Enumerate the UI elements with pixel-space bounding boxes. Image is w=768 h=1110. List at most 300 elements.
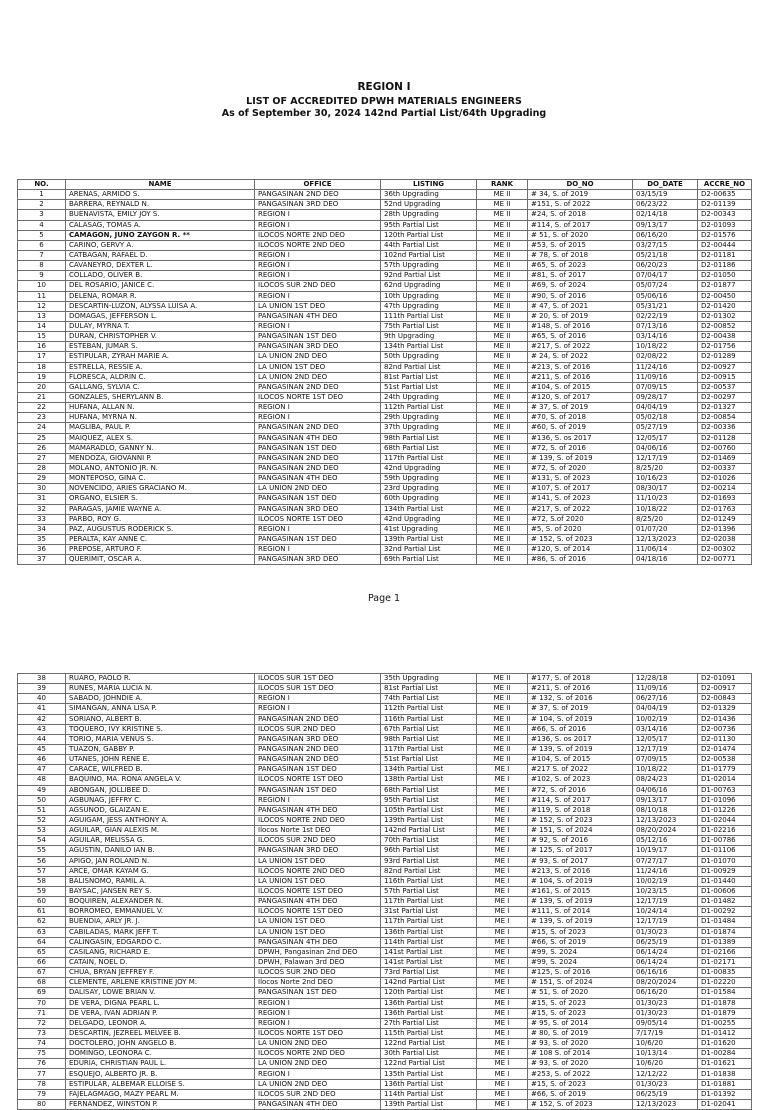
cell-do-no: # 151, S. of 2024	[528, 826, 633, 836]
cell-listing: 51st Partial List	[381, 755, 477, 765]
cell-rank: ME II	[477, 744, 528, 754]
cell-name: AGBUNAG, JEFFRY C.	[66, 795, 255, 805]
cell-accre-no: D1-02216	[698, 826, 752, 836]
table-row	[18, 271, 752, 281]
cell-office: REGION I	[255, 403, 381, 413]
cell-name: ESTEBAN, JUMAR S.	[66, 342, 255, 352]
cell-do-date: 12/17/19	[633, 897, 698, 907]
cell-accre-no: D2-00915	[698, 372, 752, 382]
table-row	[18, 694, 752, 704]
engineers-table-page1	[17, 179, 752, 565]
cell-do-no: # 104, S. of 2019	[528, 876, 633, 886]
cell-do-no: #114, S. of 2017	[528, 220, 633, 230]
cell-do-date: 07/13/16	[633, 321, 698, 331]
cell-rank: ME II	[477, 311, 528, 321]
cell-do-date: 01/30/23	[633, 998, 698, 1008]
cell-do-no: # 93, S. of 2020	[528, 1039, 633, 1049]
cell-no: 29	[18, 474, 66, 484]
table-row	[18, 261, 752, 271]
cell-do-date: 10/6/20	[633, 1059, 698, 1069]
cell-office: PANGASINAN 4TH DEO	[255, 311, 381, 321]
cell-name: RUNES, MARIA LUCIA N.	[66, 684, 255, 694]
cell-rank: ME II	[477, 423, 528, 433]
table-body-page2	[18, 674, 752, 1110]
cell-name: AGSUNOD, GLAIZAN E.	[66, 805, 255, 815]
cell-rank: ME I	[477, 1069, 528, 1079]
cell-accre-no: D2-01289	[698, 352, 752, 362]
cell-no: 52	[18, 815, 66, 825]
cell-do-no: # 93, S. of 2017	[528, 856, 633, 866]
table-row	[18, 826, 752, 836]
cell-office: ILOCOS NORTE 1ST DEO	[255, 886, 381, 896]
table-row	[18, 805, 752, 815]
cell-name: TUAZON, GABBY P.	[66, 744, 255, 754]
table-row	[18, 352, 752, 362]
cell-no: 1	[18, 190, 66, 200]
table-row	[18, 866, 752, 876]
cell-listing: 57th Upgrading	[381, 261, 477, 271]
cell-do-no: # 125, S. of 2017	[528, 846, 633, 856]
cell-accre-no: D1-01484	[698, 917, 752, 927]
cell-rank: ME II	[477, 372, 528, 382]
cell-rank: ME I	[477, 785, 528, 795]
page-number: Page 1	[367, 593, 401, 604]
cell-no: 60	[18, 897, 66, 907]
cell-office: PANGASINAN 2ND DEO	[255, 714, 381, 724]
cell-name: DELEÑA, ROMAR R.	[66, 291, 255, 301]
cell-do-no: #104, S. of 2015	[528, 755, 633, 765]
cell-office: LA UNION 2ND DEO	[255, 1079, 381, 1089]
cell-do-date: 12/05/17	[633, 734, 698, 744]
cell-no: 4	[18, 220, 66, 230]
cell-listing: 139th Partial List	[381, 1099, 477, 1109]
cell-office: LA UNION 1ST DEO	[255, 876, 381, 886]
table-row	[18, 230, 752, 240]
cell-listing: 93rd Partial List	[381, 856, 477, 866]
cell-rank: ME II	[477, 443, 528, 453]
cell-do-date: 03/14/16	[633, 332, 698, 342]
cell-name: DE VERA, IVAN ADRIAN P.	[66, 1008, 255, 1018]
cell-rank: ME II	[477, 250, 528, 260]
cell-rank: ME II	[477, 534, 528, 544]
cell-no: 18	[18, 362, 66, 372]
cell-listing: 95th Partial List	[381, 220, 477, 230]
cell-accre-no: D2-00337	[698, 463, 752, 473]
cell-office: PANGASINAN 4TH DEO	[255, 474, 381, 484]
cell-accre-no: D1-01392	[698, 1089, 752, 1099]
cell-rank: ME I	[477, 866, 528, 876]
cell-office: Ilocos Norte 2nd DEO	[255, 978, 381, 988]
cell-accre-no: D2-01763	[698, 504, 752, 514]
list-subtitle: As of September 30, 2024 142nd Partial List/64th Upgrading	[221, 108, 547, 119]
cell-name: HUFANA, MYRNA N.	[66, 413, 255, 423]
cell-do-no: #136, S. os 2017	[528, 433, 633, 443]
cell-listing: 24th Upgrading	[381, 392, 477, 402]
cell-rank: ME II	[477, 453, 528, 463]
table-row	[18, 856, 752, 866]
cell-accre-no: D2-01396	[698, 524, 752, 534]
cell-do-date: 06/20/23	[633, 261, 698, 271]
document-header	[0, 81, 768, 120]
col-header-rank: RANK	[477, 180, 528, 190]
cell-do-no: # 51, S. of 2020	[528, 230, 633, 240]
cell-do-date: 12/28/18	[633, 674, 698, 684]
cell-rank: ME II	[477, 684, 528, 694]
cell-do-no: # 152, S. of 2023	[528, 534, 633, 544]
cell-office: PANGASINAN 3RD DEO	[255, 555, 381, 565]
table-row	[18, 744, 752, 754]
cell-do-no: # 152, S. of 2023	[528, 1099, 633, 1109]
cell-do-no: #102, S. of 2023	[528, 775, 633, 785]
cell-do-no: #53, S. of 2015	[528, 240, 633, 250]
cell-do-no: #161, S. of 2015	[528, 886, 633, 896]
cell-name: ABONGAN, JOLLIBEE D.	[66, 785, 255, 795]
cell-listing: 114th Partial List	[381, 937, 477, 947]
cell-rank: ME II	[477, 362, 528, 372]
cell-do-no: # 108 S. of 2014	[528, 1049, 633, 1059]
cell-do-no: #72, S.of 2020	[528, 514, 633, 524]
cell-do-no: #119, S. of 2018	[528, 805, 633, 815]
cell-do-date: 12/12/22	[633, 1069, 698, 1079]
cell-office: PANGASINAN 1ST DEO	[255, 988, 381, 998]
cell-accre-no: D2-01128	[698, 433, 752, 443]
cell-rank: ME II	[477, 240, 528, 250]
table-row	[18, 311, 752, 321]
cell-listing: 136th Partial List	[381, 998, 477, 1008]
cell-name: BAQUIÑO, MA. RONA ANGELA V.	[66, 775, 255, 785]
cell-do-date: 06/25/19	[633, 1089, 698, 1099]
cell-no: 45	[18, 744, 66, 754]
cell-do-date: 01/30/23	[633, 927, 698, 937]
cell-listing: 73rd Partial List	[381, 968, 477, 978]
cell-do-no: #69, S. of 2024	[528, 281, 633, 291]
cell-office: PANGASINAN 4TH DEO	[255, 937, 381, 947]
cell-accre-no: D2-01181	[698, 250, 752, 260]
table-row	[18, 433, 752, 443]
cell-accre-no: D2-00537	[698, 382, 752, 392]
cell-listing: 105th Partial List	[381, 805, 477, 815]
cell-listing: 117th Partial List	[381, 917, 477, 927]
cell-do-no: #66, S. of 2019	[528, 1089, 633, 1099]
col-header-no: NO.	[18, 180, 66, 190]
table-row	[18, 836, 752, 846]
cell-name: MENDOZA, GIOVANNI P.	[66, 453, 255, 463]
cell-do-no: # 139, S. of 2019	[528, 744, 633, 754]
cell-accre-no: D2-00343	[698, 210, 752, 220]
cell-no: 79	[18, 1089, 66, 1099]
cell-accre-no: D2-01186	[698, 261, 752, 271]
cell-listing: 134th Partial List	[381, 504, 477, 514]
table-row	[18, 957, 752, 967]
cell-listing: 82nd Partial List	[381, 866, 477, 876]
cell-no: 71	[18, 1008, 66, 1018]
table-row	[18, 714, 752, 724]
cell-rank: ME I	[477, 815, 528, 825]
cell-accre-no: D1-02041	[698, 1099, 752, 1109]
cell-name: GALLANG, SYLVIA C.	[66, 382, 255, 392]
cell-name: RUARO, PAOLO R.	[66, 674, 255, 684]
cell-office: PANGASINAN 4TH DEO	[255, 1099, 381, 1109]
cell-listing: 134th Partial List	[381, 342, 477, 352]
table-row	[18, 555, 752, 565]
cell-rank: ME II	[477, 261, 528, 271]
cell-accre-no: D2-00336	[698, 423, 752, 433]
cell-listing: 81st Partial List	[381, 684, 477, 694]
cell-accre-no: D2-01474	[698, 744, 752, 754]
cell-listing: 134th Partial List	[381, 765, 477, 775]
cell-rank: ME II	[477, 200, 528, 210]
cell-no: 76	[18, 1059, 66, 1069]
cell-no: 73	[18, 1028, 66, 1038]
document-page	[0, 81, 768, 1108]
table-row	[18, 372, 752, 382]
cell-rank: ME II	[477, 382, 528, 392]
cell-rank: ME II	[477, 514, 528, 524]
cell-rank: ME I	[477, 1059, 528, 1069]
cell-rank: ME I	[477, 795, 528, 805]
cell-name: BARRERA, REYNALD N.	[66, 200, 255, 210]
table-row	[18, 815, 752, 825]
col-header-office: OFFICE	[255, 180, 381, 190]
cell-accre-no: D1-01879	[698, 1008, 752, 1018]
cell-do-date: 8/25/20	[633, 514, 698, 524]
cell-accre-no: D2-00297	[698, 392, 752, 402]
cell-name: CHUA, BRYAN JEFFREY F.	[66, 968, 255, 978]
cell-rank: ME II	[477, 220, 528, 230]
cell-do-date: 04/04/19	[633, 403, 698, 413]
cell-do-date: 08/30/17	[633, 484, 698, 494]
cell-no: 57	[18, 866, 66, 876]
table-row	[18, 403, 752, 413]
cell-name: BALISNOMO, RAMIL A.	[66, 876, 255, 886]
list-title: LIST OF ACCREDITED DPWH MATERIALS ENGINEERS	[246, 96, 522, 107]
table-body-page1	[18, 190, 752, 565]
cell-do-date: 05/07/24	[633, 281, 698, 291]
cell-accre-no: D2-01050	[698, 271, 752, 281]
cell-name: FAJELAGMAGO, MAZY PEARL M.	[66, 1089, 255, 1099]
cell-name: ESTIPULAR, ALBEMAR ELLOISE S.	[66, 1079, 255, 1089]
table-row	[18, 281, 752, 291]
table-row	[18, 301, 752, 311]
cell-rank: ME II	[477, 230, 528, 240]
cell-name: AGUSTIN, DANILO IAN B.	[66, 846, 255, 856]
cell-do-no: # 139, S. of 2019	[528, 453, 633, 463]
cell-no: 49	[18, 785, 66, 795]
cell-office: PANGASINAN 1ST DEO	[255, 443, 381, 453]
cell-accre-no: D1-01874	[698, 927, 752, 937]
cell-office: ILOCOS SUR 2ND DEO	[255, 1089, 381, 1099]
cell-rank: ME II	[477, 484, 528, 494]
cell-do-no: # 47, S. of 2021	[528, 301, 633, 311]
cell-office: ILOCOS NORTE 2ND DEO	[255, 240, 381, 250]
cell-name: MAIQUEZ, ALEX S.	[66, 433, 255, 443]
cell-listing: 142nd Partial List	[381, 978, 477, 988]
cell-listing: 136th Partial List	[381, 1079, 477, 1089]
cell-listing: 142nd Partial List	[381, 826, 477, 836]
cell-do-date: 05/12/16	[633, 836, 698, 846]
cell-no: 23	[18, 413, 66, 423]
cell-rank: ME I	[477, 805, 528, 815]
cell-do-no: # 34, S. of 2019	[528, 190, 633, 200]
table-row	[18, 1079, 752, 1089]
cell-do-no: #177, S. of 2018	[528, 674, 633, 684]
table-row	[18, 684, 752, 694]
cell-listing: 42nd Upgrading	[381, 514, 477, 524]
table-row	[18, 190, 752, 200]
cell-rank: ME I	[477, 1089, 528, 1099]
cell-listing: 47th Upgrading	[381, 301, 477, 311]
cell-accre-no: D2-00538	[698, 755, 752, 765]
cell-accre-no: D1-00255	[698, 1018, 752, 1028]
cell-do-date: 03/27/15	[633, 240, 698, 250]
cell-office: ILOCOS SUR 2ND DEO	[255, 281, 381, 291]
table-row	[18, 998, 752, 1008]
cell-do-no: #253, S. of 2022	[528, 1069, 633, 1079]
cell-accre-no: D1-02220	[698, 978, 752, 988]
cell-no: 36	[18, 545, 66, 555]
cell-do-no: # 78, S. of 2018	[528, 250, 633, 260]
cell-no: 68	[18, 978, 66, 988]
cell-office: REGION I	[255, 998, 381, 1008]
cell-no: 50	[18, 795, 66, 805]
cell-no: 63	[18, 927, 66, 937]
table-row	[18, 1069, 752, 1079]
cell-office: LA UNION 2ND DEO	[255, 352, 381, 362]
table-row	[18, 392, 752, 402]
table-row	[18, 755, 752, 765]
cell-do-date: 12/17/19	[633, 453, 698, 463]
cell-listing: 75th Partial List	[381, 321, 477, 331]
cell-do-date: 07/04/17	[633, 271, 698, 281]
cell-office: REGION I	[255, 704, 381, 714]
cell-office: PANGASINAN 4TH DEO	[255, 433, 381, 443]
table-row	[18, 443, 752, 453]
cell-do-date: 05/27/19	[633, 423, 698, 433]
cell-accre-no: D2-00444	[698, 240, 752, 250]
cell-office: REGION I	[255, 524, 381, 534]
cell-do-no: #72, S. of 2020	[528, 463, 633, 473]
cell-no: 28	[18, 463, 66, 473]
cell-no: 8	[18, 261, 66, 271]
cell-no: 51	[18, 805, 66, 815]
cell-name: HUFANA, ALLAN N.	[66, 403, 255, 413]
cell-office: PANGASINAN 1ST DEO	[255, 534, 381, 544]
table-row	[18, 978, 752, 988]
cell-accre-no: D1-02166	[698, 947, 752, 957]
cell-office: REGION I	[255, 321, 381, 331]
cell-no: 19	[18, 372, 66, 382]
cell-do-date: 06/16/16	[633, 968, 698, 978]
table-row	[18, 988, 752, 998]
table-row	[18, 765, 752, 775]
cell-no: 6	[18, 240, 66, 250]
table-row	[18, 876, 752, 886]
col-header-accre-no: ACCRE_NO	[698, 180, 752, 190]
cell-do-date: 04/04/19	[633, 704, 698, 714]
cell-office: LA UNION 2ND DEO	[255, 1039, 381, 1049]
cell-name: NOVENCIDO, ARIES GRACIANO M.	[66, 484, 255, 494]
cell-do-no: #66, S. of 2016	[528, 724, 633, 734]
cell-office: ILOCOS SUR 2ND DEO	[255, 968, 381, 978]
cell-office: REGION I	[255, 413, 381, 423]
cell-listing: 68th Partial List	[381, 785, 477, 795]
cell-do-date: 06/16/20	[633, 230, 698, 240]
cell-rank: ME II	[477, 724, 528, 734]
cell-do-no: #120, S. of 2014	[528, 545, 633, 555]
cell-office: PANGASINAN 3RD DEO	[255, 200, 381, 210]
table-row	[18, 775, 752, 785]
table-row	[18, 886, 752, 896]
cell-accre-no: D2-00302	[698, 545, 752, 555]
cell-listing: 35th Upgrading	[381, 674, 477, 684]
cell-do-date: 08/20/2024	[633, 826, 698, 836]
cell-rank: ME II	[477, 504, 528, 514]
table-row	[18, 1059, 752, 1069]
cell-do-no: # 93, S. of 2020	[528, 1059, 633, 1069]
cell-accre-no: D1-01070	[698, 856, 752, 866]
cell-rank: ME I	[477, 836, 528, 846]
cell-accre-no: D2-00854	[698, 413, 752, 423]
cell-no: 31	[18, 494, 66, 504]
cell-rank: ME I	[477, 947, 528, 957]
cell-office: REGION I	[255, 1018, 381, 1028]
cell-accre-no: D1-02044	[698, 815, 752, 825]
cell-office: PANGASINAN 2ND DEO	[255, 453, 381, 463]
cell-office: REGION I	[255, 1069, 381, 1079]
cell-name: UTANES, JOHN RENE E.	[66, 755, 255, 765]
cell-listing: 52nd Upgrading	[381, 200, 477, 210]
table-row	[18, 524, 752, 534]
cell-office: PANGASINAN 1ST DEO	[255, 765, 381, 775]
cell-name: DELGADO, LEONOR A.	[66, 1018, 255, 1028]
table-row	[18, 220, 752, 230]
cell-name: PREPOSE, ARTURO F.	[66, 545, 255, 555]
cell-accre-no: D1-01440	[698, 876, 752, 886]
cell-do-no: #151, S. of 2022	[528, 200, 633, 210]
cell-name: CAVANEYRO, DEXTER L.	[66, 261, 255, 271]
cell-do-date: 10/19/17	[633, 846, 698, 856]
cell-listing: 51st Partial List	[381, 382, 477, 392]
cell-do-no: #120, S. of 2017	[528, 392, 633, 402]
cell-do-date: 10/13/14	[633, 1049, 698, 1059]
cell-name: DOMAGAS, JEFFERSON L.	[66, 311, 255, 321]
cell-do-no: # 24, S. of 2022	[528, 352, 633, 362]
cell-accre-no: D2-01130	[698, 734, 752, 744]
cell-name: AGUILAR, MELISSA G.	[66, 836, 255, 846]
cell-office: ILOCOS SUR 2ND DEO	[255, 724, 381, 734]
cell-do-no: #141, S. of 2023	[528, 494, 633, 504]
cell-no: 27	[18, 453, 66, 463]
cell-do-no: #213, S. of 2016	[528, 362, 633, 372]
cell-rank: ME II	[477, 342, 528, 352]
cell-listing: 116th Partial List	[381, 876, 477, 886]
cell-accre-no: D1-01584	[698, 988, 752, 998]
cell-do-no: #90, S. of 2016	[528, 291, 633, 301]
cell-do-no: # 20, S. of 2019	[528, 311, 633, 321]
cell-listing: 120th Partial List	[381, 230, 477, 240]
cell-rank: ME II	[477, 755, 528, 765]
cell-do-date: 06/14/24	[633, 957, 698, 967]
cell-rank: ME II	[477, 352, 528, 362]
cell-do-date: 10/18/22	[633, 765, 698, 775]
cell-name: COLLADO, OLIVER B.	[66, 271, 255, 281]
cell-do-no: #81, S. of 2017	[528, 271, 633, 281]
cell-rank: ME II	[477, 281, 528, 291]
cell-accre-no: D2-01249	[698, 514, 752, 524]
cell-listing: 114th Partial List	[381, 1089, 477, 1099]
cell-listing: 139th Partial List	[381, 534, 477, 544]
cell-accre-no: D2-00450	[698, 291, 752, 301]
